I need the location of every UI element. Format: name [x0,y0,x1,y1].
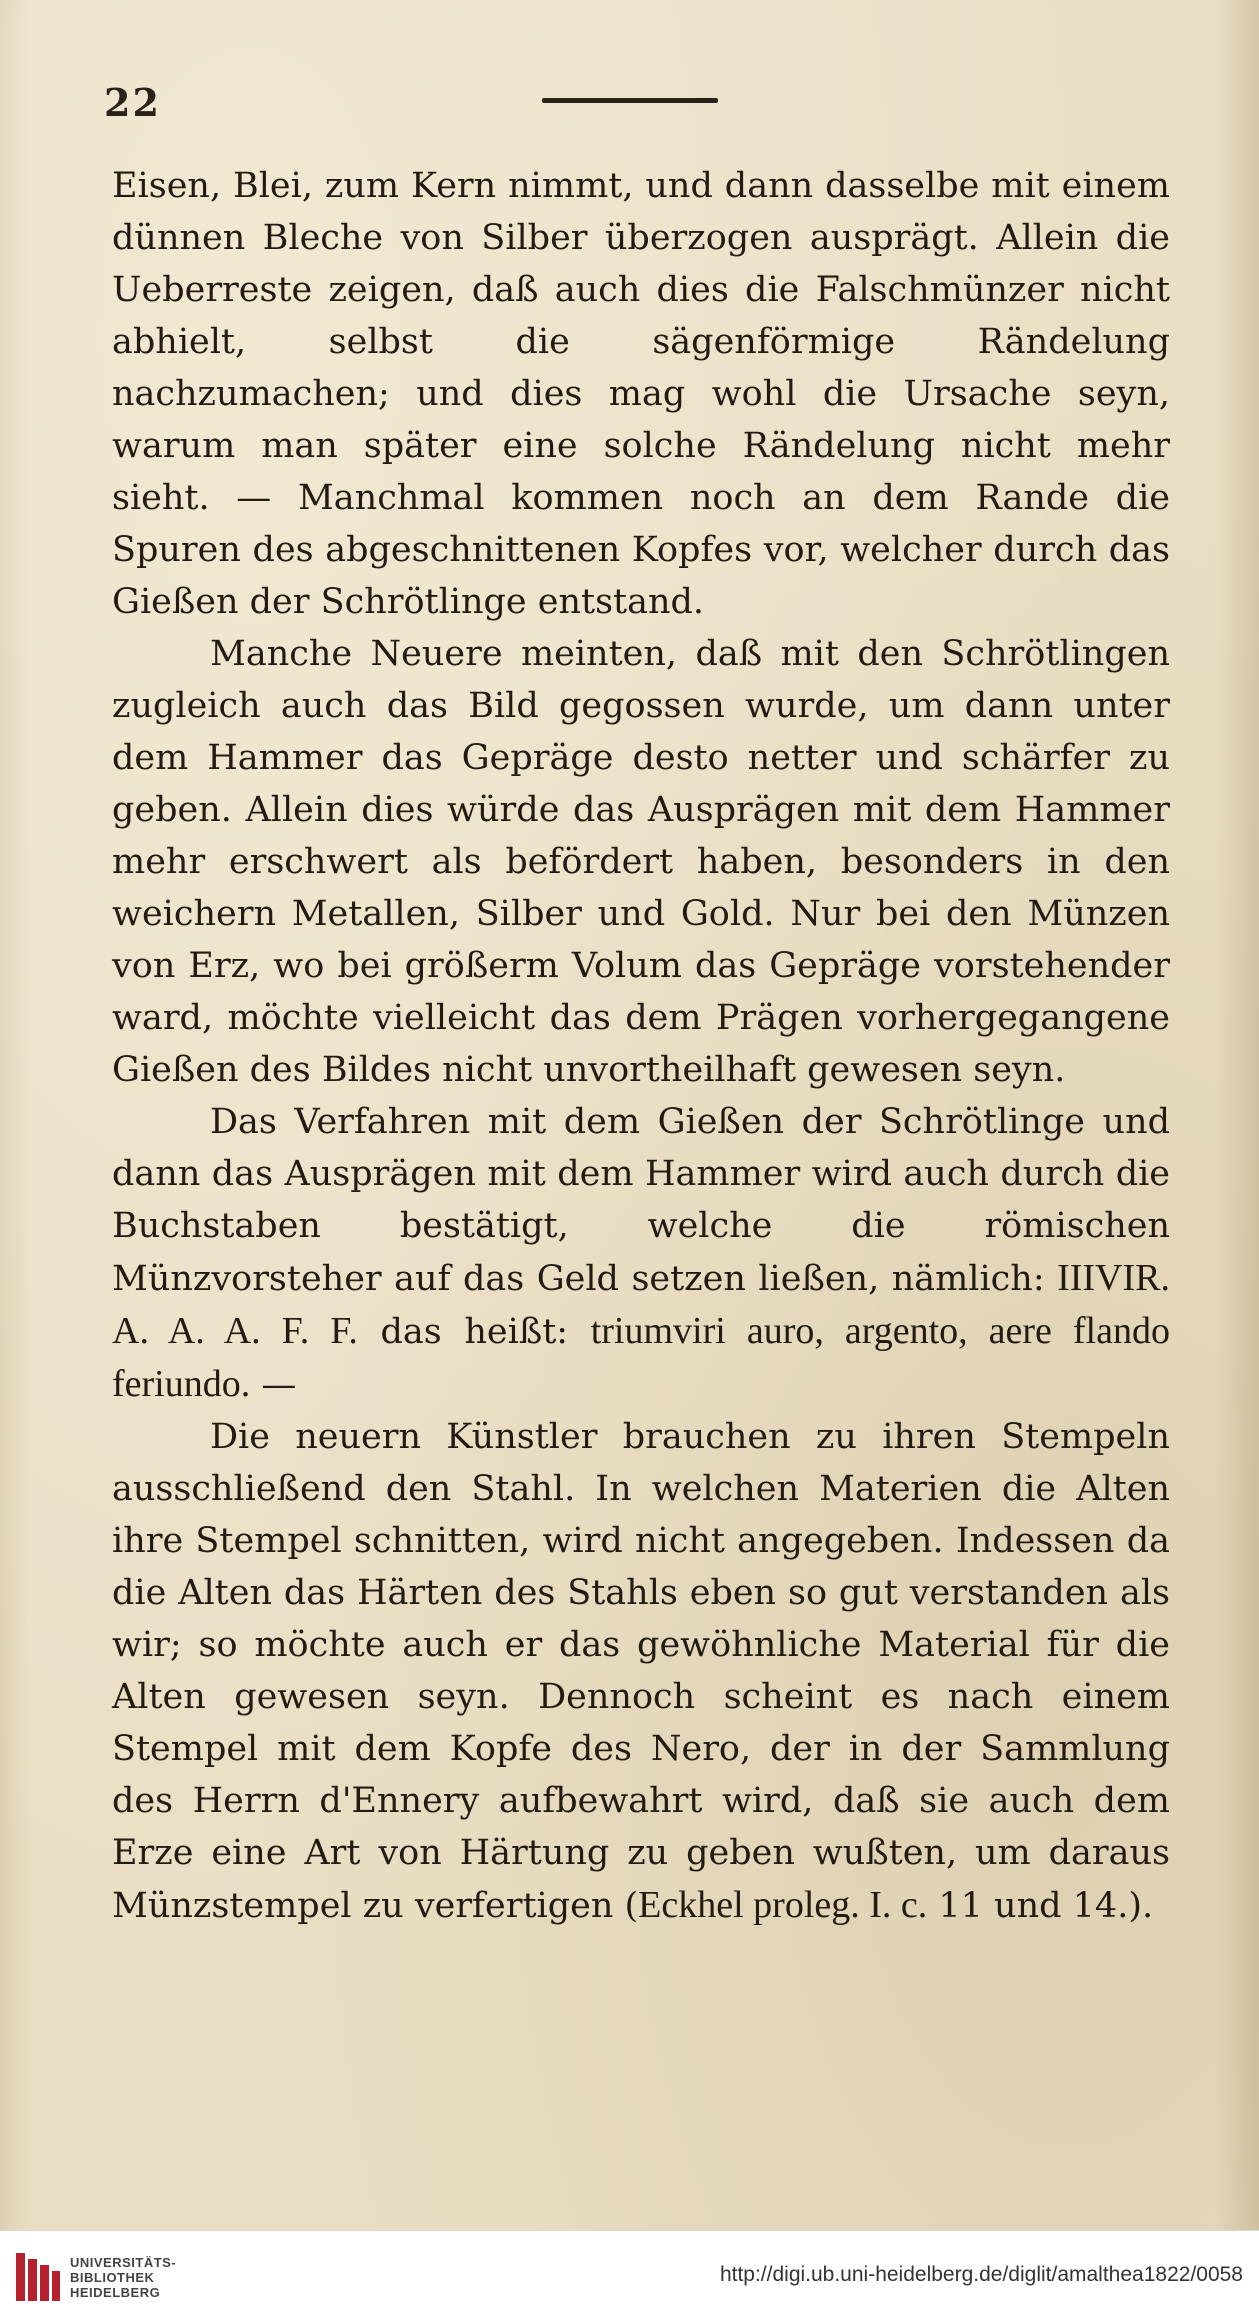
digitization-footer [0,2230,1259,2322]
latin-abbreviation: IIIVIR. A. A. A. F. F. [112,1257,1170,1352]
source-url-link[interactable]: http://digi.ub.uni-heidelberg.de/diglit/amalthea1822/0058 [719,2263,1243,2286]
paragraph-4-text-before: Die neuern Künstler brauchen zu ihren Stempeln ausschließend den Stahl. In welchen Materien die Alten ihre Stempel schnitten, wird nicht angegeben. Indessen da die Alten das Härten des Stahls eben so gut verstanden als wir; so möchte auch er das gewöhnliche Material für die Alten gewesen seyn. Dennoch scheint es nach einem Stempel mit dem Kopfe des Nero, der in der Sammlung des Herrn d'Ennery aufbewahrt wird, daß sie auch dem Erze eine Art von Härtung zu geben wußten, um daraus Münzstempel zu verfertigen ( [112,1417,1170,1926]
university-library-logo-icon [14,2251,62,2303]
page-number: 22 [104,80,161,125]
paragraph-1: Eisen, Blei, zum Kern nimmt, und dann dasselbe mit einem dünnen Bleche von Silber überzogen ausprägt. Allein die Ueberreste zeigen, daß auch dies die Falschmünzer nicht abhielt, selbst die sägenförmige Rändelung nachzumachen; und dies mag wohl die Ursache seyn, warum man später eine solche Rändelung nicht mehr sieht. — Manchmal kommen noch an dem Rande die Spuren des abgeschnittenen Kopfes vor, welcher durch das Gießen der Schrötlinge entstand. [112,166,1170,622]
header-rule [542,98,718,103]
library-name-line-2: BIBLIOTHEK [70,2270,155,2285]
library-name-line-1: UNIVERSITÄTS- [70,2255,177,2270]
latin-citation: Eckhel proleg. I. c. [638,1884,928,1926]
body-text [112,160,1170,1932]
paragraph-4-text-after: 11 und 14.). [927,1886,1154,1926]
paragraph-3-text-middle: das heißt: [357,1312,591,1352]
latin-phrase: triumviri auro, argento, aere flando feriundo. [112,1310,1170,1405]
library-name [70,2255,176,2300]
paragraph-3 [112,1096,1170,1411]
paragraph-2: Manche Neuere meinten, daß mit den Schrötlingen zugleich auch das Bild gegossen wurde, um dann unter dem Hammer das Gepräge desto netter und schärfer zu geben. Allein dies würde das Ausprägen mit dem Hammer mehr erschwert als befördert haben, besonders in den weichern Metallen, Silber und Gold. Nur bei den Münzen von Erz, wo bei größerm Volum das Gepräge vorstehender ward, möchte vielleicht das dem Prägen vorhergegangene Gießen des Bildes nicht unvortheilhaft gewesen seyn. [112,634,1170,1090]
paragraph-3-text-after: — [250,1365,297,1405]
paragraph-4 [112,1411,1170,1932]
library-name-line-3: HEIDELBERG [70,2285,161,2300]
paragraph-3-text-before: Das Verfahren mit dem Gießen der Schrötlinge und dann das Ausprägen mit dem Hammer wird auch durch die Buchstaben bestätigt, welche die römischen Münzvorsteher auf das Geld setzen ließen, nämlich: [112,1102,1170,1299]
